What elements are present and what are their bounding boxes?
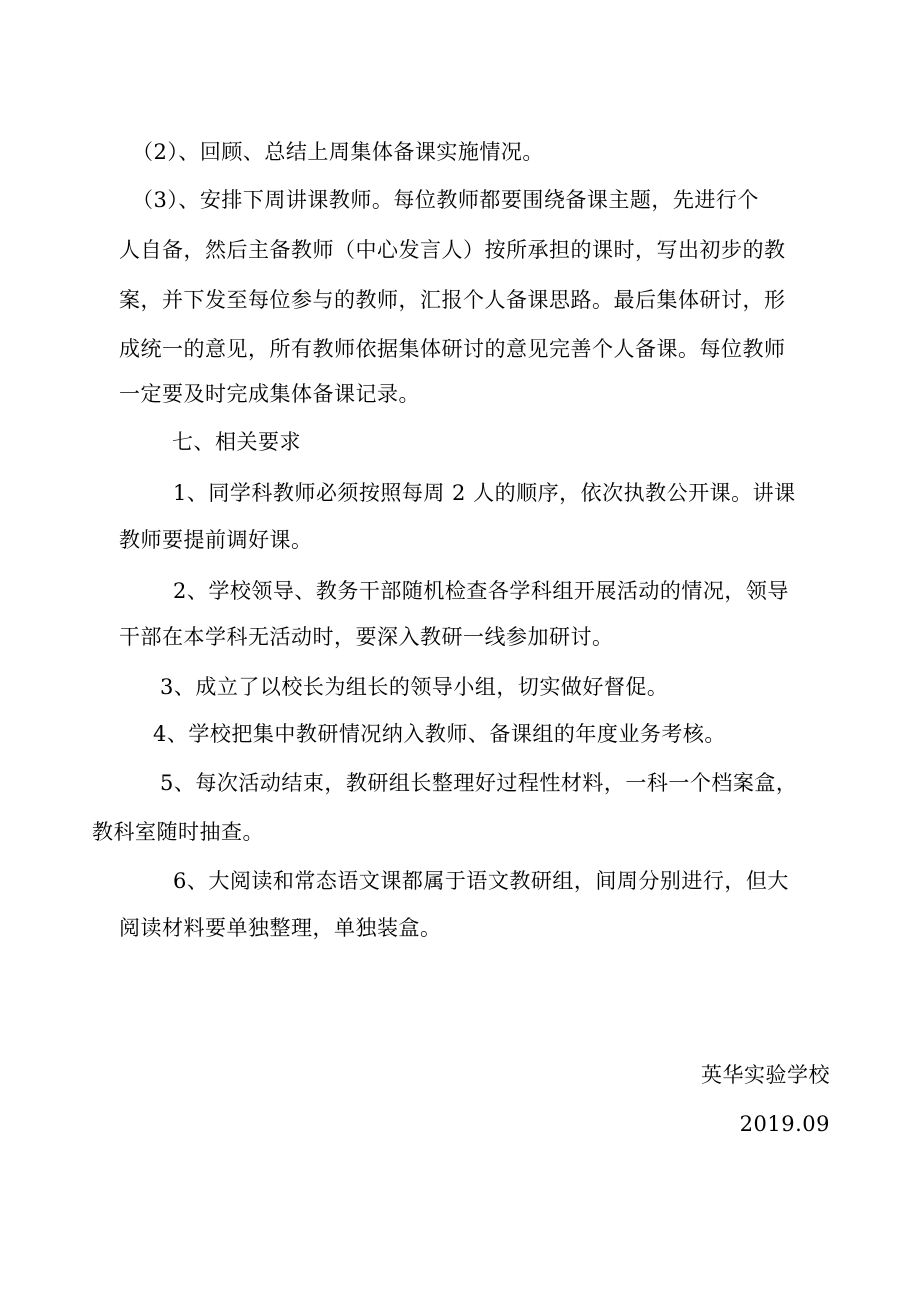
- paragraph-3-line-1: （3）、安排下周讲课教师。每位教师都要围绕备课主题，先进行个: [132, 188, 759, 212]
- requirement-5-line-2: 教科室随时抽查。: [92, 820, 264, 844]
- section-7-heading: 七、相关要求: [172, 430, 301, 454]
- requirement-4: 4、学校把集中教研情况纳入教师、备课组的年度业务考核。: [153, 722, 726, 746]
- requirement-2-line-1: 2、学校领导、教务干部随机检查各学科组开展活动的情况，领导: [173, 579, 789, 603]
- paragraph-3-line-3: 案，并下发至每位参与的教师，汇报个人备课思路。最后集体研讨，形: [119, 288, 786, 312]
- signature-school: 英华实验学校: [701, 1063, 830, 1087]
- requirement-1-line-2: 教师要提前调好课。: [119, 528, 313, 552]
- signature-date: 2019.09: [739, 1112, 830, 1136]
- requirement-6-line-2: 阅读材料要单独整理，单独装盒。: [119, 916, 442, 940]
- requirement-6-line-1: 6、大阅读和常态语文课都属于语文教研组，间周分别进行，但大: [173, 869, 789, 893]
- paragraph-2-line-1: （2）、回顾、总结上周集体备课实施情况。: [132, 140, 544, 164]
- requirement-5-line-1: 5、每次活动结束，教研组长整理好过程性材料，一科一个档案盒，: [160, 771, 798, 795]
- paragraph-3-line-4: 成统一的意见，所有教师依据集体研讨的意见完善个人备课。每位教师: [119, 337, 786, 361]
- requirement-1-line-1: 1、同学科教师必须按照每周 2 人的顺序，依次执教公开课。讲课: [173, 481, 796, 505]
- requirement-2-line-2: 干部在本学科无活动时，要深入教研一线参加研讨。: [119, 625, 614, 649]
- paragraph-3-line-2: 人自备，然后主备教师（中心发言人）按所承担的课时，写出初步的教: [119, 238, 786, 262]
- paragraph-3-line-5: 一定要及时完成集体备课记录。: [119, 382, 420, 406]
- requirement-3: 3、成立了以校长为组长的领导小组，切实做好督促。: [160, 675, 669, 699]
